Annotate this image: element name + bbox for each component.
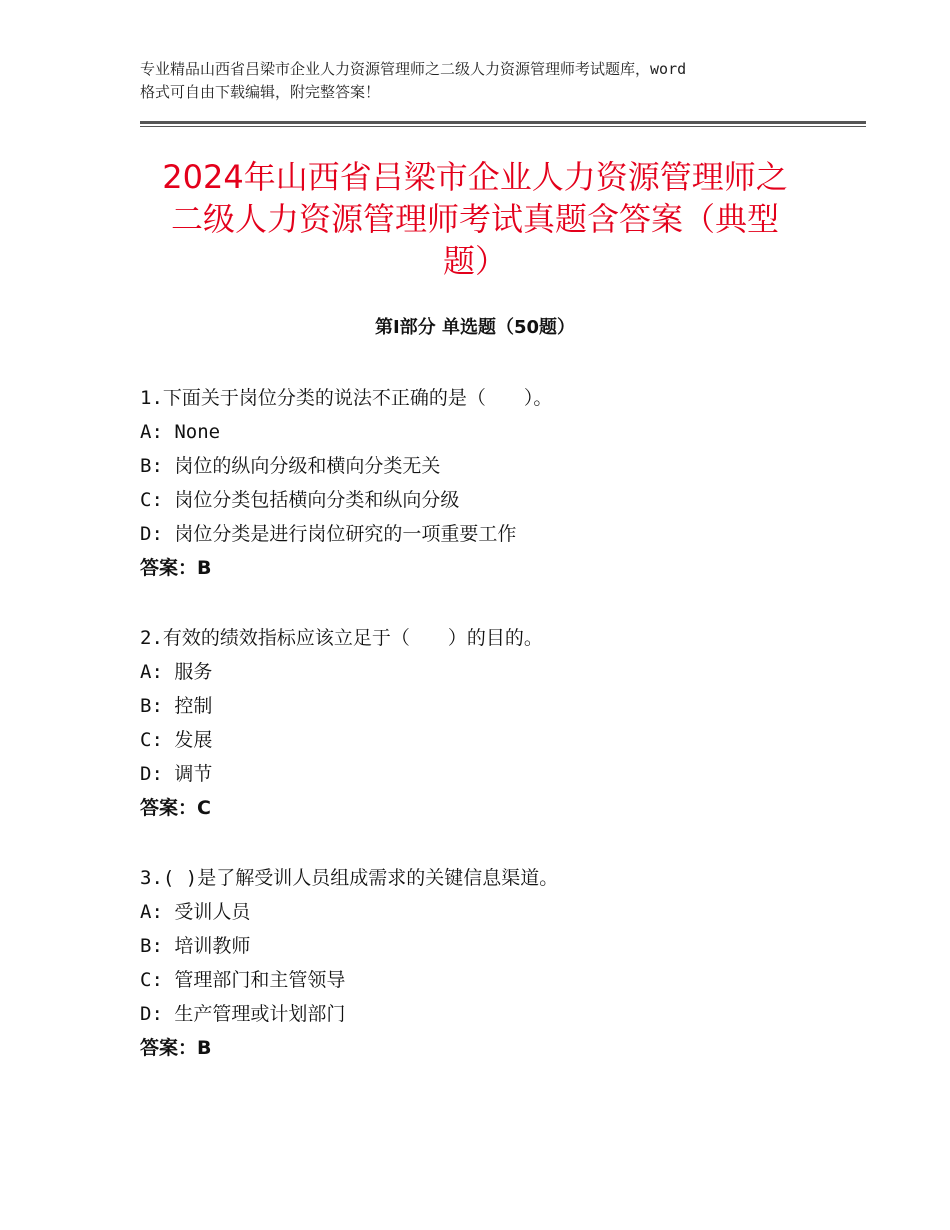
question-stem: 3.( )是了解受训人员组成需求的关键信息渠道。 (140, 867, 559, 889)
option-b: B: 岗位的纵向分级和横向分类无关 (140, 455, 441, 477)
option-b: B: 控制 (140, 695, 213, 717)
document-title-line-1: 2024年山西省吕梁市企业人力资源管理师之 (162, 158, 788, 196)
option-a: A: None (140, 421, 221, 443)
option-d: D: 生产管理或计划部门 (140, 1003, 346, 1025)
option-b: B: 培训教师 (140, 935, 251, 957)
option-a: A: 服务 (140, 661, 213, 683)
question-list (140, 381, 840, 1101)
option-a: A: 受训人员 (140, 901, 251, 923)
question-2 (140, 621, 840, 825)
header-note-line-2: 格式可自由下载编辑，附完整答案！ (140, 83, 381, 101)
document-title-line-3: 题） (442, 242, 507, 280)
answer: 答案：B (140, 1037, 212, 1059)
header-note-line-1: 专业精品山西省吕梁市企业人力资源管理师之二级人力资源管理师考试题库，word (140, 60, 687, 78)
answer: 答案：B (140, 557, 212, 579)
option-d: D: 岗位分类是进行岗位研究的一项重要工作 (140, 523, 517, 545)
document-title-line-2: 二级人力资源管理师考试真题含答案（典型 (170, 200, 779, 238)
section-title: 第Ⅰ部分 单选题（50题） (374, 317, 575, 338)
header-rule-thin (140, 126, 866, 127)
option-c: C: 发展 (140, 729, 213, 751)
question-stem: 1.下面关于岗位分类的说法不正确的是（ ）。 (140, 387, 553, 409)
question-3 (140, 861, 840, 1065)
option-c: C: 管理部门和主管领导 (140, 969, 346, 991)
option-c: C: 岗位分类包括横向分类和纵向分级 (140, 489, 460, 511)
question-1 (140, 381, 840, 585)
question-stem: 2.有效的绩效指标应该立足于（ ）的目的。 (140, 627, 543, 649)
answer: 答案：C (140, 797, 211, 819)
header-note (140, 58, 820, 104)
document-title (140, 156, 810, 282)
option-d: D: 调节 (140, 763, 213, 785)
header-rule-thick (140, 121, 866, 124)
